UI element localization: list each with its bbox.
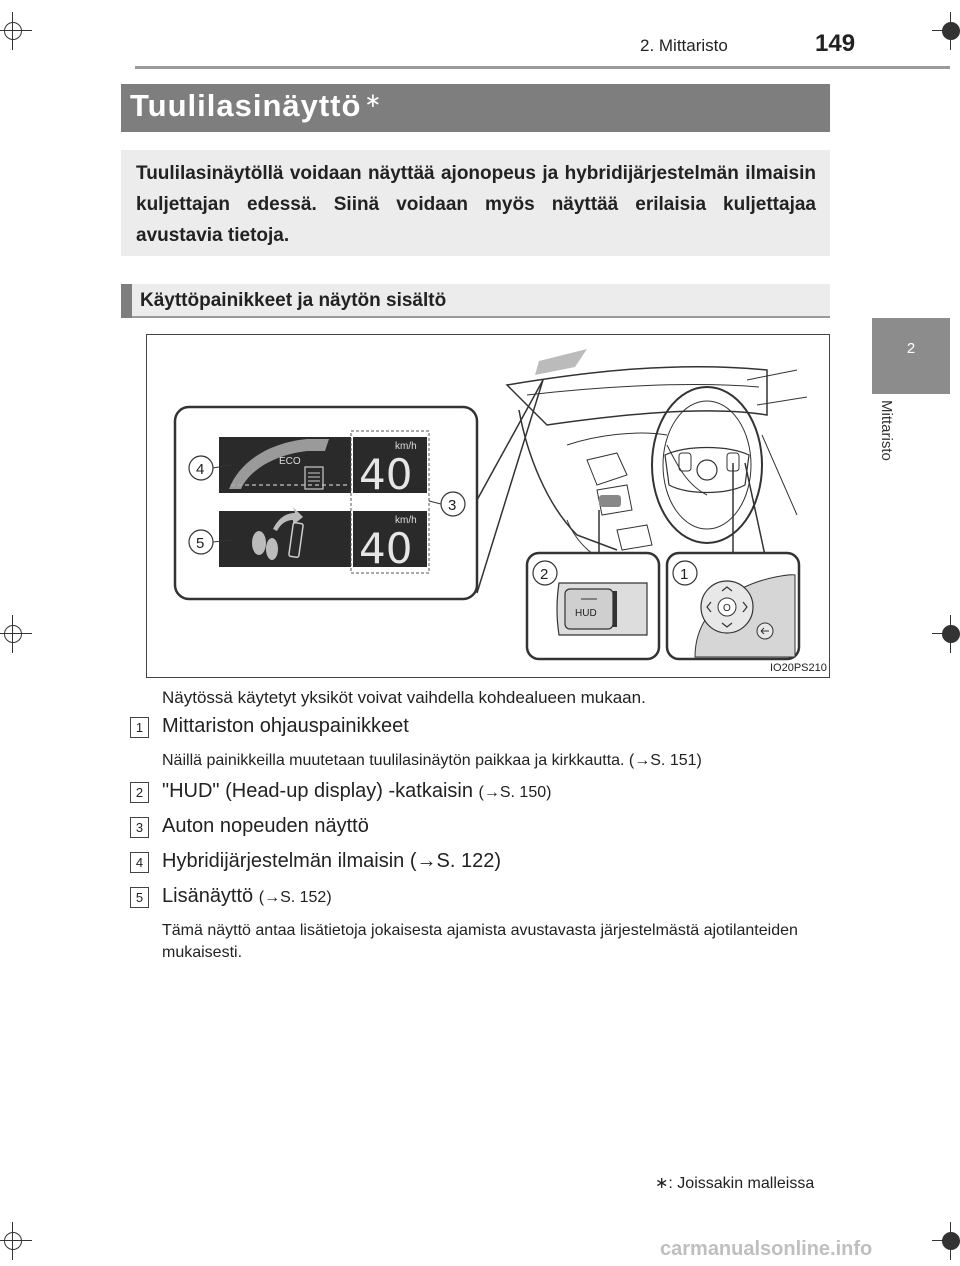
item-number-1: 1 (130, 717, 149, 738)
item-5-reference: (→S. 152) (258, 889, 332, 906)
footnote: ∗: Joissakin malleissa (655, 1175, 815, 1192)
speed-unit-bottom: km/h (395, 515, 417, 526)
item-number-4: 4 (130, 852, 149, 873)
item-number-3: 3 (130, 817, 149, 838)
item-2-text: "HUD" (Head-up display) -katkaisin (162, 780, 473, 802)
hud-button-label: HUD (575, 608, 597, 619)
registration-mark-bottom-left (0, 1222, 32, 1260)
subheading-text: Käyttöpainikkeet ja näytön sisältö (140, 290, 447, 311)
windshield-projection (535, 349, 587, 375)
item-3-text: Auton nopeuden näyttö (162, 815, 369, 837)
figure-code: IO20PS210 (770, 662, 827, 674)
registration-mark-top-right (932, 12, 960, 50)
header-section-title: 2. Mittaristo (640, 36, 728, 55)
hud-figure (146, 334, 830, 678)
item-1-description: Näillä painikkeilla muutetaan tuulilasinäytön paikkaa ja kirkkautta. (→S. 151) (162, 752, 702, 769)
footstep-icon (252, 531, 266, 555)
item-2 (162, 780, 551, 803)
registration-mark-top-left (0, 12, 32, 50)
hud-illustration (147, 335, 829, 677)
intro-text: Tuulilasinäytöllä voidaan näyttää ajonopeus ja hybridijärjestelmän ilmaisin kuljettajan edessä. Siinä voidaan myös näyttää erilaisia kuljettajaa avustavia tietoja. (136, 163, 816, 246)
direction-pad-center: O (723, 603, 731, 614)
item-number-2: 2 (130, 782, 149, 803)
registration-mark-mid-right (932, 615, 960, 653)
speed-unit-top: km/h (395, 441, 417, 452)
callout-5: 5 (196, 535, 205, 552)
callout-1: 1 (680, 566, 689, 583)
page-title-text: Tuulilasinäyttö (130, 88, 362, 123)
title-marker: ∗ (364, 90, 383, 112)
item-2-reference: (→S. 150) (478, 784, 552, 801)
item-1-text: Mittariston ohjauspainikkeet (162, 715, 409, 737)
item-4-text: Hybridijärjestelmän ilmaisin (→S. 122) (162, 850, 501, 872)
speed-value-top: 40 (359, 450, 413, 499)
page-number: 149 (815, 30, 856, 57)
item-5 (162, 885, 332, 908)
header-rule (135, 66, 950, 69)
callout-2: 2 (540, 566, 549, 583)
callout-4: 4 (196, 461, 205, 478)
registration-mark-bottom-right (932, 1222, 960, 1260)
chapter-tab-label-text: Mittaristo (878, 400, 895, 461)
dashboard-outline (507, 367, 767, 425)
chapter-tab-label (875, 400, 915, 490)
eco-label: ECO (279, 456, 301, 467)
subheading-accent (121, 284, 132, 318)
callout-3: 3 (448, 497, 457, 514)
chapter-tab-number: 2 (906, 340, 916, 357)
item-5-text: Lisänäyttö (162, 885, 254, 907)
item-number-5: 5 (130, 887, 149, 908)
registration-mark-mid-left (0, 615, 32, 653)
item-5-description: Tämä näyttö antaa lisätietoja jokaisesta ajamista avustavasta järjestelmästä ajotilanteiden mukaisesti. (162, 922, 798, 961)
page-title (130, 88, 382, 124)
figure-caption: Näytössä käytetyt yksiköt voivat vaihdella kohdealueen mukaan. (162, 688, 646, 707)
display-panel-frame (175, 407, 477, 599)
speed-value-bottom: 40 (359, 524, 413, 573)
watermark: carmanualsonline.info (660, 1238, 873, 1260)
